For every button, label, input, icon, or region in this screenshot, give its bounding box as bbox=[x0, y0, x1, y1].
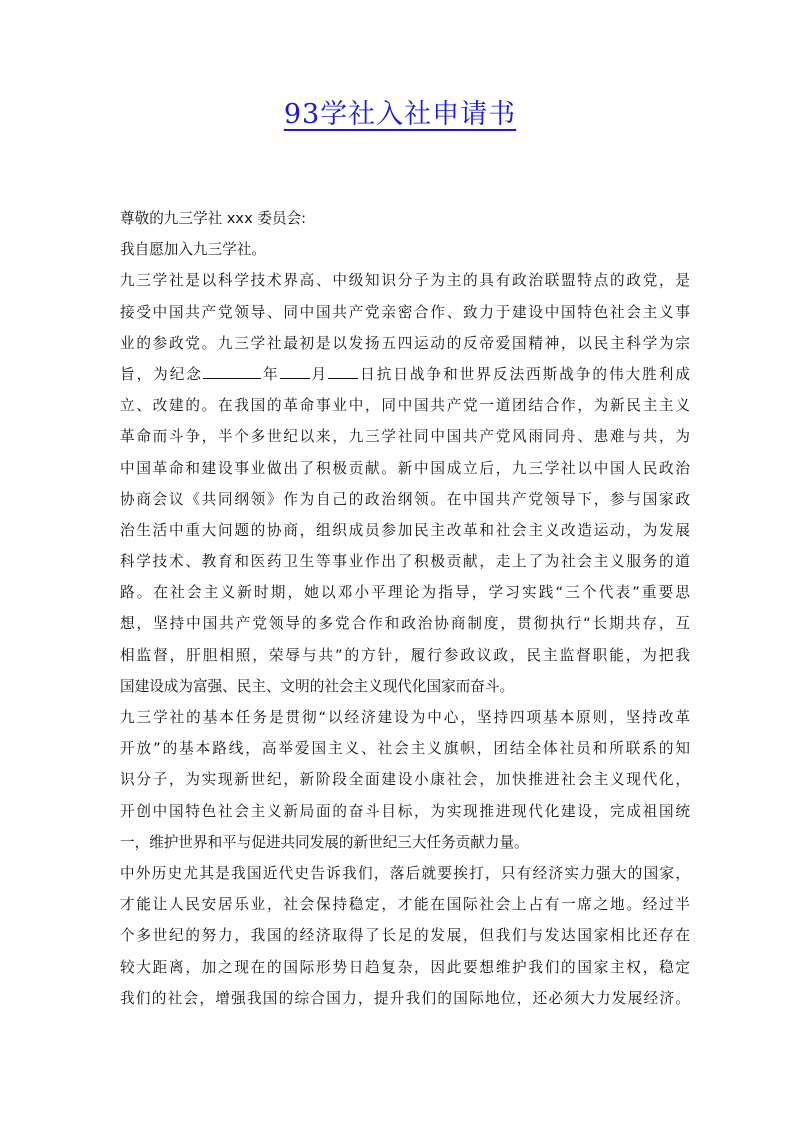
text-line: 科学技术、教育和医药卫生等事业作出了积极贡献，走上了为社会主义服务的道 bbox=[120, 553, 690, 571]
text-line: 治生活中重大问题的协商，组织成员参加民主改革和社会主义改造运动，为发展 bbox=[120, 521, 690, 539]
text-line: 个多世纪的努力，我国的经济取得了长足的发展，但我们与发达国家相比还存在 bbox=[120, 927, 690, 945]
text-line: 革命而斗争，半个多世纪以来，九三学社同中国共产党风雨同舟、患难与共，为 bbox=[120, 428, 690, 446]
salutation-paragraph bbox=[120, 203, 690, 234]
text-line: 九三学社是以科学技术界高、中级知识分子为主的具有政治联盟特点的政党，是 bbox=[120, 272, 690, 290]
text-line: 协商会议《共同纲领》作为自己的政治纲领。在中国共产党领导下，参与国家政 bbox=[120, 490, 690, 508]
text-line: 中国革命和建设事业做出了积极贡献。新中国成立后，九三学社以中国人民政治 bbox=[120, 459, 690, 477]
text-line: 一，维护世界和平与促进共同发展的新世纪三大任务贡献力量。 bbox=[120, 833, 529, 851]
document-body bbox=[120, 203, 690, 1014]
text-line: 开放”的基本路线，高举爱国主义、社会主义旗帜，团结全体社员和所联系的知 bbox=[120, 740, 690, 758]
text-line-with-blanks bbox=[120, 359, 690, 390]
text-line: 较大距离，加之现在的国际形势日趋复杂，因此要想维护我们的国家主权，稳定 bbox=[120, 958, 690, 976]
text-line: 中外历史尤其是我国近代史告诉我们，落后就要挨打，只有经济实力强大的国家， bbox=[120, 864, 690, 882]
text-line: 立、改建的。在我国的革命事业中，同中国共产党一道团结合作，为新民主主义 bbox=[120, 397, 690, 415]
text-line: 九三学社的基本任务是贯彻“以经济建设为中心，坚持四项基本原则，坚持改革 bbox=[120, 709, 690, 726]
text-line: 识分子，为实现新世纪，新阶段全面建设小康社会，加快推进社会主义现代化， bbox=[120, 771, 690, 789]
salutation: 尊敬的九三学社 xxx 委员会: bbox=[120, 210, 307, 227]
text-line: 路。在社会主义新时期，她以邓小平理论为指导，学习实践“三个代表”重要思 bbox=[120, 584, 690, 602]
text-line: 才能让人民安居乐业，社会保持稳定，才能在国际社会上占有一席之地。经过半 bbox=[120, 896, 690, 914]
document-title: 93学社入社申请书 bbox=[283, 99, 517, 130]
text-segment: 月 bbox=[309, 365, 329, 383]
text-segment: 旨，为纪念 bbox=[120, 365, 203, 383]
text-line: 想，坚持中国共产党领导的多党合作和政治协商制度，贯彻执行“长期共存，互 bbox=[120, 615, 690, 633]
text-segment: 日抗日战争和世界反法西斯战争的伟大胜利成 bbox=[358, 365, 690, 383]
text-line: 接受中国共产党领导、同中国共产党亲密合作、致力于建设中国特色社会主义事 bbox=[120, 303, 690, 321]
fill-in-blank-day bbox=[328, 362, 358, 379]
text-line: 国建设成为富强、民主、文明的社会主义现代化国家而奋斗。 bbox=[120, 677, 515, 695]
text-line: 开创中国特色社会主义新局面的奋斗目标，为实现推进现代化建设，完成祖国统 bbox=[120, 802, 690, 820]
text-segment: 年 bbox=[260, 365, 280, 383]
text-line: 相监督，肝胆相照，荣辱与共”的方针，履行参政议政，民主监督职能，为把我 bbox=[120, 646, 690, 664]
paragraph-3 bbox=[120, 858, 690, 1014]
paragraph-1 bbox=[120, 265, 690, 702]
fill-in-blank-year bbox=[203, 362, 261, 379]
opening-paragraph bbox=[120, 234, 690, 265]
text-line: 我们的社会，增强我国的综合国力，提升我们的国际地位，还必须大力发展经济。 bbox=[120, 989, 690, 1007]
text-line: 业的参政党。九三学社最初是以发扬五四运动的反帝爱国精神，以民主科学为宗 bbox=[120, 334, 690, 352]
opening-line: 我自愿加入九三学社。 bbox=[120, 241, 266, 259]
fill-in-blank-month bbox=[280, 362, 310, 379]
paragraph-2 bbox=[120, 702, 690, 858]
